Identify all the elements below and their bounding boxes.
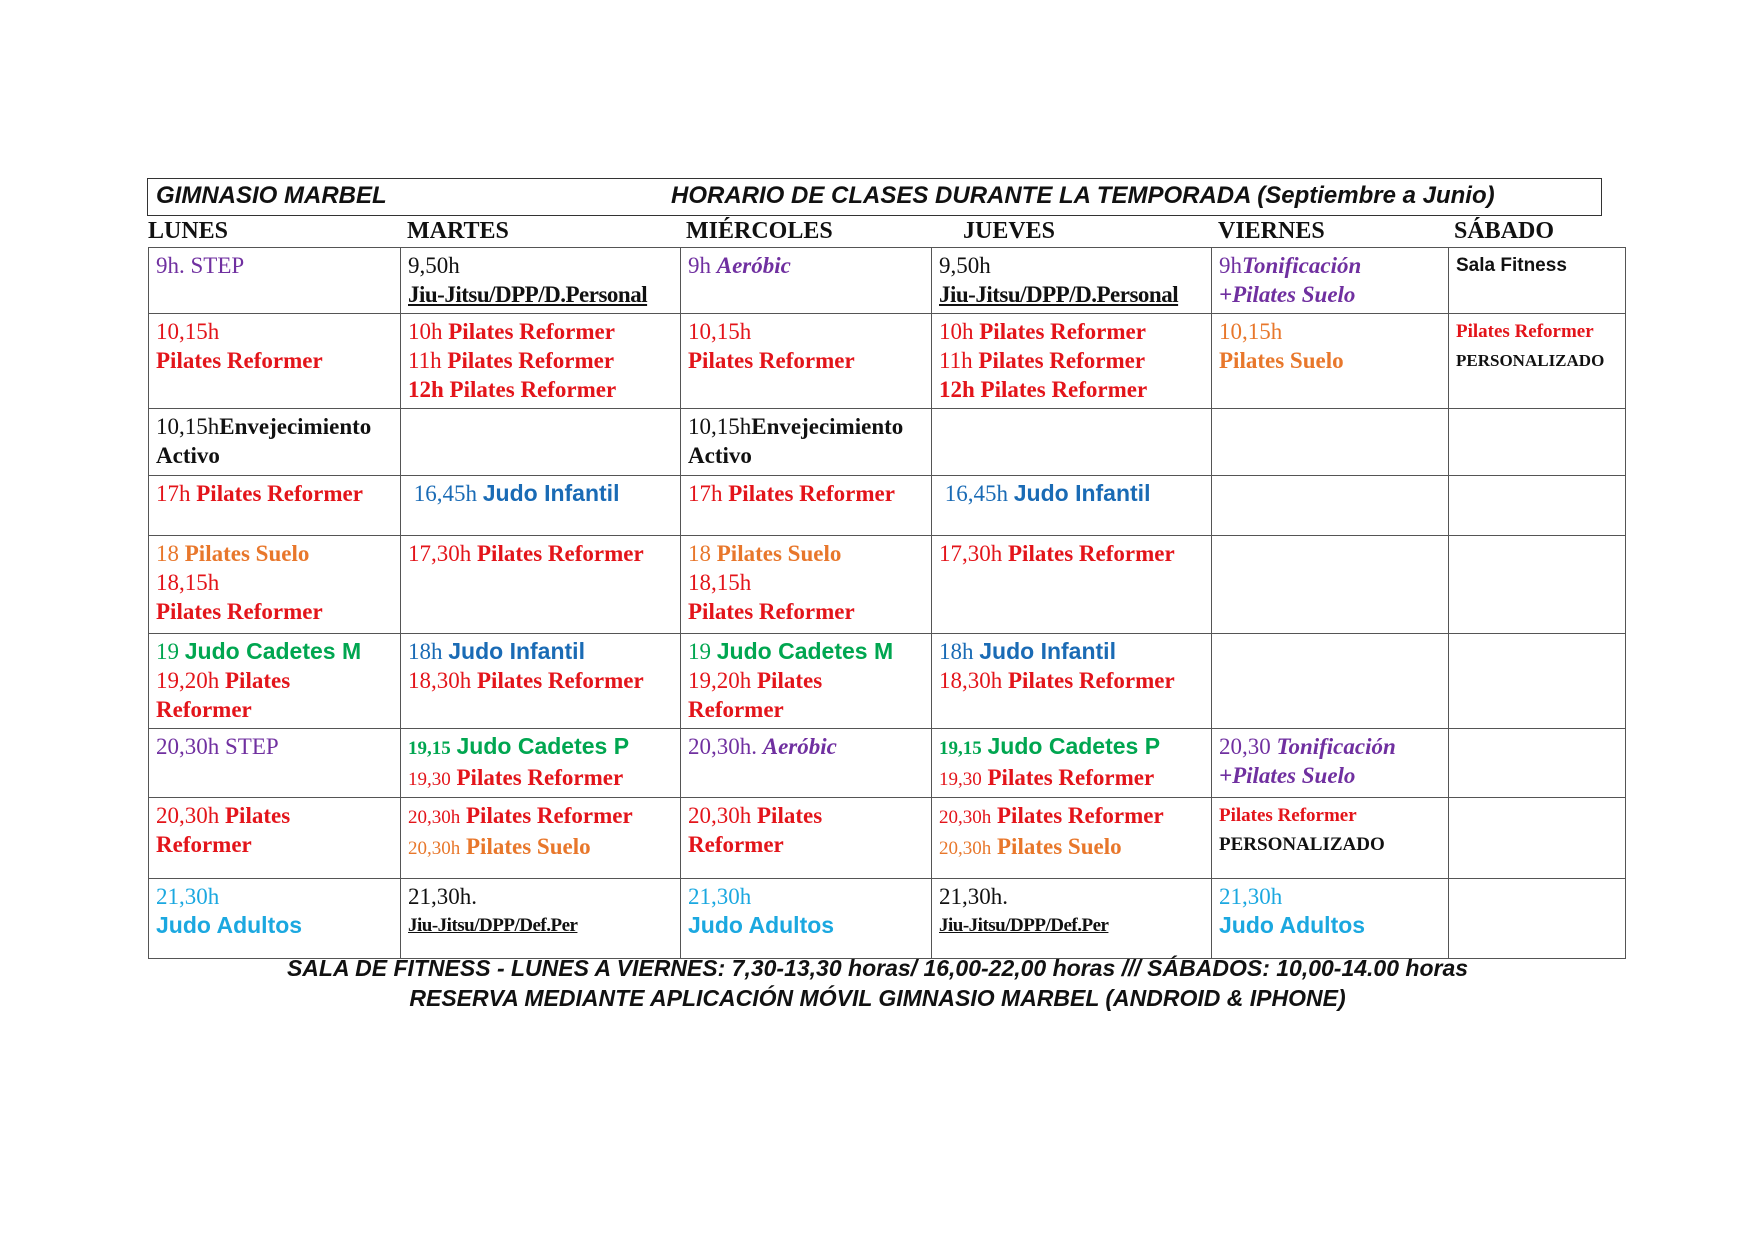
class-name: Activo — [688, 443, 752, 468]
class-time: 17h — [688, 481, 723, 506]
table-row — [149, 314, 1626, 409]
cell-sabado-empty — [1449, 879, 1626, 959]
cell-sabado-empty — [1449, 536, 1626, 634]
class-name: Pilates Reformer — [156, 348, 323, 373]
class-name: Pilates Reformer — [1456, 321, 1594, 342]
schedule-table — [148, 247, 1626, 959]
class-name: Pilates Reformer — [1008, 541, 1175, 566]
cell-jueves — [932, 476, 1212, 536]
class-time: 19,20h — [156, 668, 220, 693]
class-time: 18h — [408, 639, 443, 664]
day-header-martes: MARTES — [407, 218, 509, 244]
class-time: 21,30h — [688, 884, 752, 909]
class-time: 10,15h — [1219, 319, 1283, 344]
class-entry: 9h. STEP — [156, 253, 245, 278]
day-header-sabado: SÁBADO — [1454, 218, 1555, 244]
footer-hours: SALA DE FITNESS - LUNES A VIERNES: 7,30-13,30 horas/ 16,00-22,00 horas /// SÁBADOS: 10,00-14.00 horas — [286, 955, 1469, 981]
class-name: Judo Cadetes P — [987, 733, 1161, 759]
cell-viernes — [1212, 729, 1449, 798]
class-name: Judo Cadetes P — [456, 733, 630, 759]
cell-lunes — [149, 879, 401, 959]
cell-jueves — [932, 536, 1212, 634]
cell-viernes-empty — [1212, 409, 1449, 476]
cell-sabado-empty — [1449, 634, 1626, 729]
class-name: Activo — [156, 443, 220, 468]
class-time: 21,30h. — [408, 884, 477, 909]
table-row — [149, 729, 1626, 798]
cell-sabado-empty — [1449, 798, 1626, 879]
cell-jueves — [932, 879, 1212, 959]
cell-jueves-empty — [932, 409, 1212, 476]
class-name: Jiu-Jitsu/DPP/Def.Per — [408, 915, 578, 936]
class-name: Pilates Reformer — [449, 377, 617, 402]
class-name: Aeróbic — [716, 253, 791, 278]
title-box — [147, 178, 1602, 216]
class-entry: 20,30h STEP — [156, 734, 279, 759]
class-time: 17h — [156, 481, 191, 506]
class-name: Pilates Reformer — [978, 348, 1146, 373]
class-time: 20,30 — [1219, 734, 1271, 759]
cell-viernes — [1212, 248, 1449, 314]
class-time: 9,50h — [939, 253, 991, 278]
table-row — [149, 798, 1626, 879]
class-time: 16,45h — [944, 481, 1008, 506]
class-time: 20,30h — [688, 803, 752, 828]
class-name: Pilates Reformer — [477, 668, 644, 693]
class-name: Pilates Reformer — [448, 319, 615, 344]
table-row — [149, 536, 1626, 634]
cell-sabado-empty — [1449, 409, 1626, 476]
class-name: Pilates — [225, 668, 291, 693]
class-time: 17,30h — [408, 541, 472, 566]
day-header-jueves: JUEVES — [963, 218, 1056, 244]
class-note: PERSONALIZADO — [1219, 834, 1385, 855]
cell-lunes — [149, 248, 401, 314]
cell-miercoles — [681, 248, 932, 314]
class-name: Jiu-Jitsu/DPP/Def.Per — [939, 915, 1109, 936]
cell-miercoles — [681, 314, 932, 409]
class-name: Pilates Suelo — [466, 834, 591, 859]
table-row — [149, 634, 1626, 729]
class-name: Pilates Reformer — [997, 803, 1164, 828]
class-name: Pilates Reformer — [688, 348, 855, 373]
class-name: Tonificación — [1242, 253, 1362, 278]
class-time: 9,50h — [408, 253, 460, 278]
schedule-title: HORARIO DE CLASES DURANTE LA TEMPORADA (Septiembre a Junio) — [671, 182, 1495, 209]
cell-jueves — [932, 248, 1212, 314]
class-time: 10h — [408, 319, 443, 344]
class-time: 19,15 — [408, 738, 451, 759]
class-time: 20,30h — [408, 807, 461, 828]
class-name: Judo Adultos — [1219, 912, 1366, 938]
class-name: Judo Cadetes M — [184, 638, 362, 664]
footer-booking: RESERVA MEDIANTE APLICACIÓN MÓVIL GIMNASIO MARBEL (ANDROID & IPHONE) — [409, 985, 1346, 1011]
cell-sabado — [1449, 248, 1626, 314]
class-time: 19,30 — [939, 769, 982, 790]
class-name: Pilates Reformer — [728, 481, 895, 506]
cell-martes — [401, 634, 681, 729]
class-name: Pilates — [757, 668, 823, 693]
cell-jueves — [932, 634, 1212, 729]
class-name: Envejecimiento — [219, 414, 372, 439]
table-row — [149, 476, 1626, 536]
class-time: 11h — [939, 348, 973, 373]
class-time: 18h — [939, 639, 974, 664]
class-time: 9h — [688, 253, 711, 278]
class-name: Pilates Reformer — [979, 319, 1146, 344]
class-time: 11h — [408, 348, 442, 373]
class-time: 10,15h — [688, 319, 752, 344]
class-time: 21,30h — [1219, 884, 1283, 909]
class-name: Judo Adultos — [688, 912, 835, 938]
class-time: 10h — [939, 319, 974, 344]
cell-viernes-empty — [1212, 634, 1449, 729]
class-name: Judo Infantil — [1013, 480, 1151, 506]
class-name: Jiu-Jitsu/DPP/D.Personal — [939, 282, 1179, 307]
class-name: Pilates Suelo — [997, 834, 1122, 859]
cell-martes — [401, 729, 681, 798]
class-name: Pilates Suelo — [1219, 348, 1344, 373]
class-name: Jiu-Jitsu/DPP/D.Personal — [408, 282, 648, 307]
class-name: Judo Cadetes M — [716, 638, 894, 664]
cell-jueves — [932, 729, 1212, 798]
class-name: Tonificación — [1276, 734, 1396, 759]
cell-jueves — [932, 798, 1212, 879]
class-name: Pilates Suelo — [184, 541, 310, 566]
cell-sabado-empty — [1449, 729, 1626, 798]
cell-lunes — [149, 729, 401, 798]
class-name: Judo Infantil — [482, 480, 620, 506]
class-name: +Pilates Suelo — [1219, 763, 1356, 788]
cell-sabado — [1449, 314, 1626, 409]
class-time: 12h — [408, 377, 444, 402]
class-time: 18,15h — [688, 570, 752, 595]
class-time: 18,15h — [156, 570, 220, 595]
class-name: Judo Infantil — [448, 638, 585, 664]
day-header-miercoles: MIÉRCOLES — [686, 218, 833, 244]
cell-miercoles — [681, 634, 932, 729]
class-name: Pilates Reformer — [456, 765, 624, 790]
class-time: 9h — [1219, 253, 1242, 278]
class-time: 10,15h — [156, 319, 220, 344]
class-name: Envejecimiento — [751, 414, 904, 439]
cell-viernes — [1212, 798, 1449, 879]
cell-miercoles — [681, 798, 932, 879]
class-time: 19 — [688, 639, 711, 664]
class-name: Judo Adultos — [156, 912, 303, 938]
class-note: PERSONALIZADO — [1456, 351, 1605, 370]
cell-jueves — [932, 314, 1212, 409]
class-time: 10,15h — [688, 414, 752, 439]
day-header-viernes: VIERNES — [1218, 218, 1325, 244]
cell-viernes — [1212, 314, 1449, 409]
class-name: Pilates Suelo — [716, 541, 842, 566]
class-time: 19,30 — [408, 769, 451, 790]
class-name: Pilates — [225, 803, 291, 828]
class-name: Aeróbic — [762, 734, 837, 759]
cell-lunes — [149, 536, 401, 634]
class-time: 18 — [156, 541, 179, 566]
cell-miercoles — [681, 476, 932, 536]
class-time: 19,20h — [688, 668, 752, 693]
cell-martes — [401, 476, 681, 536]
day-header-lunes: LUNES — [148, 218, 229, 244]
table-row — [149, 248, 1626, 314]
class-time: 20,30h — [939, 838, 992, 859]
cell-lunes — [149, 409, 401, 476]
class-time: 19,15 — [939, 738, 982, 759]
class-name: +Pilates Suelo — [1219, 282, 1356, 307]
class-name: Pilates Reformer — [466, 803, 633, 828]
table-row — [149, 409, 1626, 476]
class-name: Pilates Reformer — [1219, 805, 1357, 826]
class-name: Reformer — [688, 832, 784, 857]
cell-martes-empty — [401, 409, 681, 476]
class-name: Reformer — [156, 832, 252, 857]
class-time: 21,30h — [156, 884, 220, 909]
cell-sabado-empty — [1449, 476, 1626, 536]
class-time: 20,30h — [408, 838, 461, 859]
class-name: Reformer — [156, 697, 252, 722]
cell-lunes — [149, 798, 401, 879]
cell-martes — [401, 536, 681, 634]
class-time: 18 — [688, 541, 711, 566]
cell-martes — [401, 798, 681, 879]
class-time: 20,30h. — [688, 734, 757, 759]
cell-lunes — [149, 634, 401, 729]
class-name: Pilates Reformer — [688, 599, 855, 624]
class-name: Pilates Reformer — [1008, 668, 1175, 693]
class-time: 19 — [156, 639, 179, 664]
class-name: Pilates Reformer — [196, 481, 363, 506]
cell-miercoles — [681, 409, 932, 476]
class-name: Pilates Reformer — [987, 765, 1155, 790]
class-time: 18,30h — [408, 668, 472, 693]
cell-martes — [401, 879, 681, 959]
class-time: 20,30h — [939, 807, 992, 828]
class-name: Pilates Reformer — [980, 377, 1148, 402]
class-name: Pilates — [757, 803, 823, 828]
class-name: Pilates Reformer — [156, 599, 323, 624]
class-time: 20,30h — [156, 803, 220, 828]
class-name: Pilates Reformer — [447, 348, 615, 373]
class-time: 10,15h — [156, 414, 220, 439]
class-time: 12h — [939, 377, 975, 402]
class-name: Reformer — [688, 697, 784, 722]
cell-viernes — [1212, 879, 1449, 959]
cell-lunes — [149, 314, 401, 409]
cell-martes — [401, 314, 681, 409]
table-row — [149, 879, 1626, 959]
class-time: 18,30h — [939, 668, 1003, 693]
cell-miercoles — [681, 879, 932, 959]
class-name: Judo Infantil — [979, 638, 1116, 664]
class-entry: Sala Fitness — [1456, 255, 1567, 276]
class-time: 17,30h — [939, 541, 1003, 566]
cell-miercoles — [681, 729, 932, 798]
cell-lunes — [149, 476, 401, 536]
cell-martes — [401, 248, 681, 314]
class-time: 21,30h. — [939, 884, 1008, 909]
cell-viernes-empty — [1212, 476, 1449, 536]
cell-miercoles — [681, 536, 932, 634]
class-time: 16,45h — [413, 481, 477, 506]
gym-name: GIMNASIO MARBEL — [156, 182, 387, 209]
cell-viernes-empty — [1212, 536, 1449, 634]
class-name: Pilates Reformer — [477, 541, 644, 566]
day-headers — [148, 218, 1628, 246]
